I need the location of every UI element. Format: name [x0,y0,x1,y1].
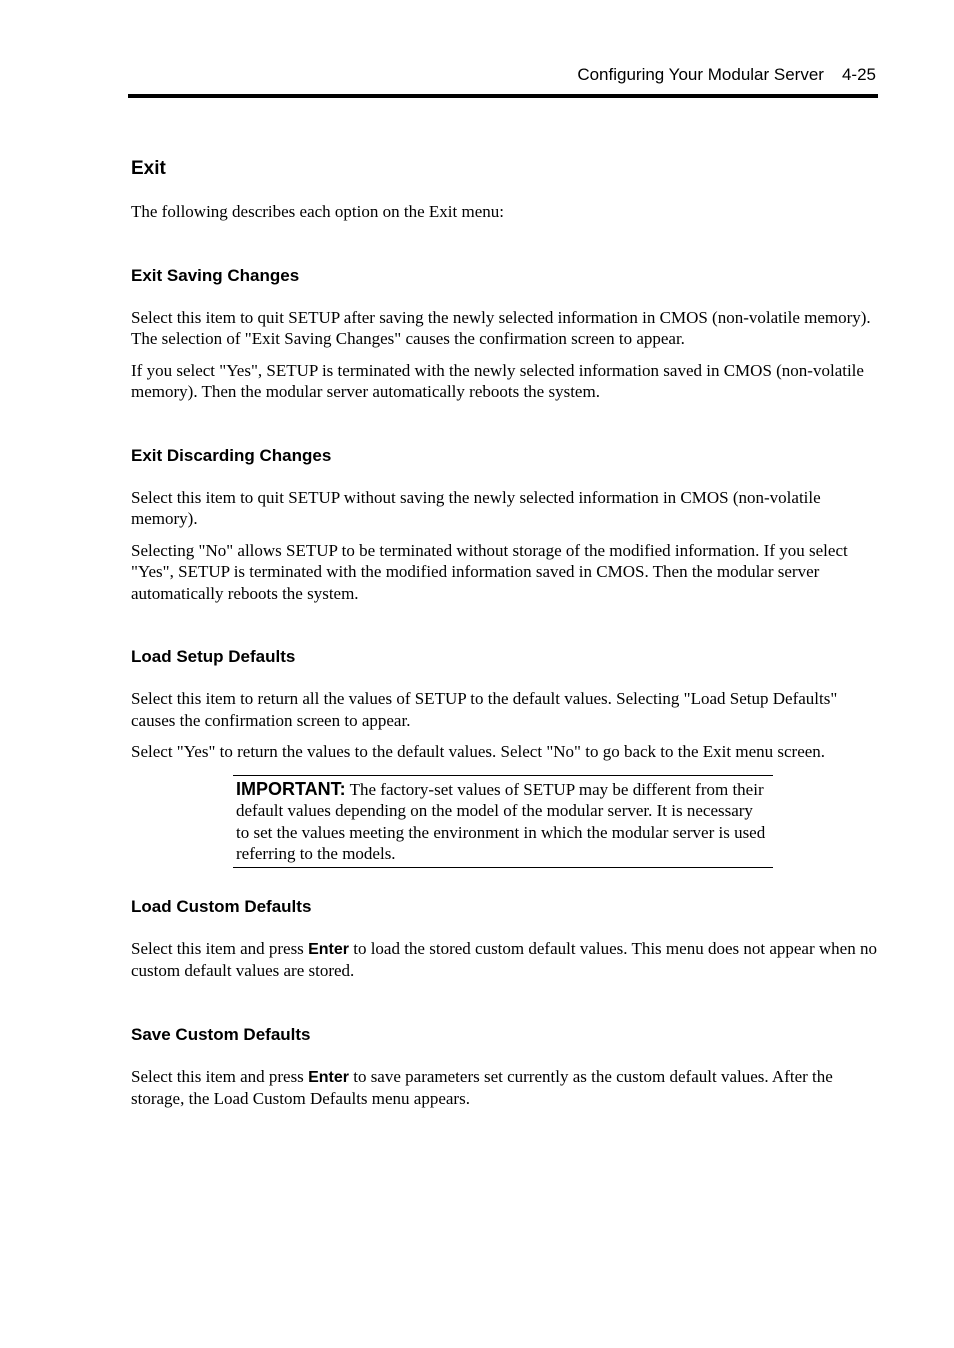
page-content [131,156,877,1152]
important-note-text: The factory-set values of SETUP may be different from their default values depending on the model of the modular server. It is necessary to set the values meeting the environment in which the modular server is used referring to the models. [236,779,766,863]
load-custom-defaults-title: Load Custom Defaults [131,896,312,916]
load-custom-defaults-section [131,896,877,982]
important-note [233,775,773,868]
exit-saving-changes-title: Exit Saving Changes [131,265,300,285]
load-setup-defaults-title: Load Setup Defaults [131,647,296,666]
header-page-number: 4-25 [841,65,876,84]
enter-key-label: Enter [308,1068,349,1086]
save-custom-defaults-section [131,1024,877,1110]
section-intro-block [131,201,877,223]
load-setup-defaults-p1: Select this item to return all the values of SETUP to the default values. Selecting "Load Setup Defaults" causes the confirmation screen to appear. [131,689,838,730]
load-custom-defaults-p1 [131,938,877,982]
section-intro: The following describes each option on the Exit menu: [131,202,504,221]
load-custom-defaults-pre: Select this item and press [131,938,304,958]
save-custom-defaults-post: to save parameters set currently as the custom default values. After the storage, the Load Custom Defaults menu appears. [131,1066,833,1108]
exit-discarding-changes-section [131,445,877,605]
exit-saving-changes-p2: If you select "Yes", SETUP is terminated with the newly selected information saved in CMOS (non-volatile memory). Then the modular server automatically reboots the system. [131,360,864,401]
load-setup-defaults-section [131,646,877,868]
exit-saving-changes-section [131,265,877,403]
exit-discarding-changes-p1: Select this item to quit SETUP without saving the newly selected information in CMOS (non-volatile memory). [131,487,821,528]
exit-discarding-changes-title: Exit Discarding Changes [131,445,332,465]
load-setup-defaults-p2: Select "Yes" to return the values to the default values. Select "No" to go back to the Exit menu screen. [131,742,826,761]
header-title: Configuring Your Modular Server [577,65,824,84]
enter-key-label: Enter [308,940,349,958]
exit-saving-changes-p1: Select this item to quit SETUP after saving the newly selected information in CMOS (non-volatile memory). The selection of "Exit Saving Changes" causes the confirmation screen to appear. [131,307,871,348]
save-custom-defaults-p1 [131,1066,877,1110]
load-custom-defaults-post: to load the stored custom default values. This menu does not appear when no custom default values are stored. [131,938,877,980]
page-header [128,64,878,98]
section-title: Exit [131,158,166,179]
save-custom-defaults-title: Save Custom Defaults [131,1024,311,1044]
exit-discarding-changes-p2: Selecting "No" allows SETUP to be terminated without storage of the modified information. If you select "Yes", SETUP is terminated with the modified information saved in CMOS. Then the modular server automatically reboots the system. [131,540,848,603]
save-custom-defaults-pre: Select this item and press [131,1066,304,1086]
important-note-label: IMPORTANT: [236,778,346,799]
